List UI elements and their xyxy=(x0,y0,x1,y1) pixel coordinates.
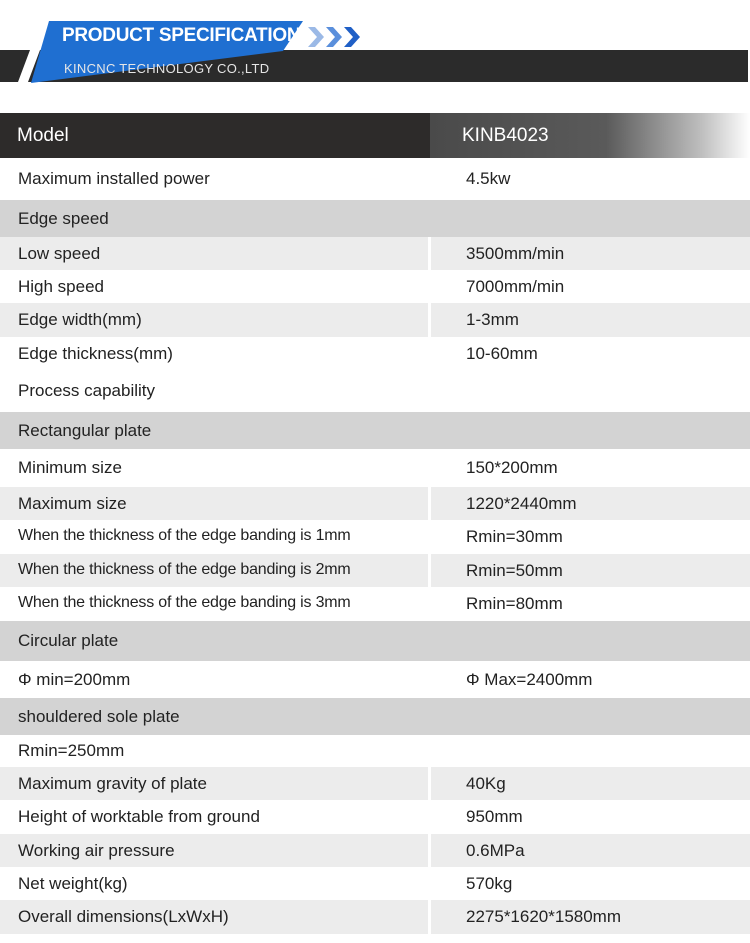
row-label: Rectangular plate xyxy=(18,421,152,440)
row-label: Rmin=250mm xyxy=(18,741,125,760)
table-row xyxy=(0,270,750,303)
section-row xyxy=(0,621,750,661)
spec-banner xyxy=(0,0,750,96)
row-label: Low speed xyxy=(18,244,101,263)
row-label: Working air pressure xyxy=(18,841,175,860)
row-label: When the thickness of the edge banding is 2mm xyxy=(18,561,351,578)
row-label: Net weight(kg) xyxy=(18,874,128,893)
row-label: High speed xyxy=(18,277,105,296)
row-value: 2275*1620*1580mm xyxy=(466,907,622,926)
table-row xyxy=(0,834,750,867)
table-row xyxy=(0,800,750,834)
row-label: Φ min=200mm xyxy=(18,670,131,689)
table-row xyxy=(0,735,750,767)
row-value: 1220*2440mm xyxy=(466,494,577,513)
table-row xyxy=(0,237,750,270)
row-label: Maximum installed power xyxy=(18,169,210,188)
row-label: Maximum size xyxy=(18,494,127,513)
header-model-value: KINB4023 xyxy=(462,125,549,146)
chevron-right-icon xyxy=(308,27,324,47)
section-row xyxy=(0,200,750,237)
row-label: Maximum gravity of plate xyxy=(18,774,207,793)
row-value-cell xyxy=(431,735,750,767)
table-row xyxy=(0,867,750,900)
table-row xyxy=(0,370,750,412)
row-value: Rmin=80mm xyxy=(466,594,563,613)
table-row xyxy=(0,520,750,554)
chevron-right-icon xyxy=(344,27,360,47)
table-row xyxy=(0,554,750,587)
table-row xyxy=(0,337,750,370)
row-value: Φ Max=2400mm xyxy=(466,670,593,689)
row-value: Rmin=50mm xyxy=(466,561,563,580)
table-row xyxy=(0,303,750,337)
section-row xyxy=(0,698,750,735)
row-value: 4.5kw xyxy=(466,169,511,188)
row-value: 950mm xyxy=(466,807,523,826)
row-label: shouldered sole plate xyxy=(18,707,180,726)
table-row xyxy=(0,900,750,934)
spec-table xyxy=(0,113,750,158)
table-header xyxy=(0,113,750,158)
row-value: 10-60mm xyxy=(466,344,538,363)
row-value: 3500mm/min xyxy=(466,244,565,263)
table-row xyxy=(0,767,750,800)
row-label: Edge speed xyxy=(18,209,109,228)
row-value: 40Kg xyxy=(466,774,506,793)
header-label: Model xyxy=(17,125,69,146)
row-value-cell xyxy=(431,370,750,412)
chevron-right-icon xyxy=(326,27,342,47)
row-value: 570kg xyxy=(466,874,513,893)
row-label: Edge width(mm) xyxy=(18,310,142,329)
row-label: When the thickness of the edge banding is 3mm xyxy=(18,594,351,611)
table-row xyxy=(0,487,750,520)
banner-title: PRODUCT SPECIFICATION xyxy=(62,25,301,46)
row-label: Circular plate xyxy=(18,631,119,650)
row-label-cell xyxy=(0,200,750,237)
row-value: Rmin=30mm xyxy=(466,527,563,546)
row-label: Process capability xyxy=(18,381,156,400)
table-row xyxy=(0,587,750,621)
row-label: Height of worktable from ground xyxy=(18,807,260,826)
table-row xyxy=(0,158,750,200)
row-label: Edge thickness(mm) xyxy=(18,344,173,363)
row-value: 1-3mm xyxy=(466,310,519,329)
row-value: 7000mm/min xyxy=(466,277,565,296)
company-name: KINCNC TECHNOLOGY CO.,LTD xyxy=(64,61,270,76)
table-row xyxy=(0,449,750,487)
row-label: Minimum size xyxy=(18,458,122,477)
row-value: 150*200mm xyxy=(466,458,558,477)
row-label: When the thickness of the edge banding is 1mm xyxy=(18,527,351,544)
row-value: 0.6MPa xyxy=(466,841,525,860)
table-row xyxy=(0,661,750,698)
row-label: Overall dimensions(LxWxH) xyxy=(18,907,229,926)
section-row xyxy=(0,412,750,449)
